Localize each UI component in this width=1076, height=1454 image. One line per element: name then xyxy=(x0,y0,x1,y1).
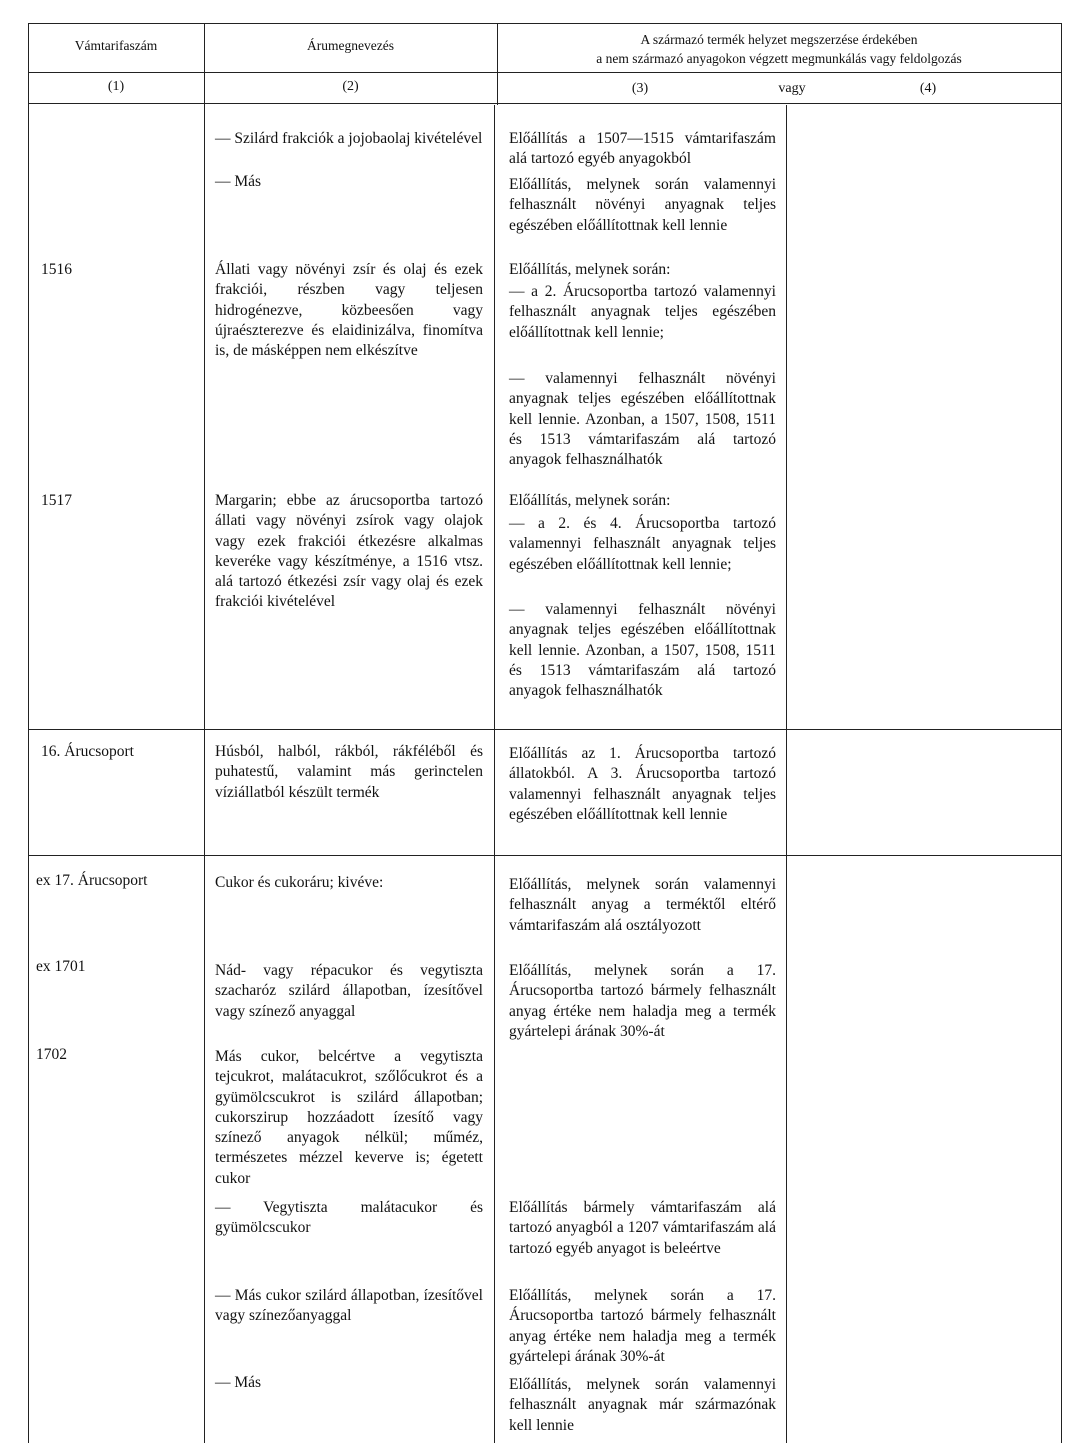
table-top-border xyxy=(28,23,1062,24)
header-processing-line2: a nem származó anyagokon végzett megmunkálás vagy feldolgozás xyxy=(596,51,962,66)
desc-ex-17-arucsoport: Cukor és cukoráru; kivéve: xyxy=(215,874,384,891)
desc-malatacukor: — Vegytiszta malátacukor és gyümölcscukor xyxy=(215,1199,483,1237)
column-divider xyxy=(204,23,205,1443)
desc-16-arucsoport: Húsból, halból, rákból, rákféléből és puhatestű, valamint más gerinctelen víziállatból készült termék xyxy=(215,743,483,801)
code-ex-1701: ex 1701 xyxy=(36,958,86,975)
row-divider xyxy=(28,855,1062,856)
rule-mas-final: Előállítás, melynek során valamennyi felhasznált anyagnak már származónak kell lennie xyxy=(509,1376,776,1434)
rule-1516-item-2: — valamennyi felhasznált növényi anyagnak teljes egészében előállítottnak kell lennie. Azonban, a 1507, 1508, 1511 és 1513 vámtarifaszám alá tartozó anyagok felhasználhatók xyxy=(509,370,776,469)
column-number-4: (4) xyxy=(919,81,937,96)
code-1517: 1517 xyxy=(41,492,72,509)
column-divider xyxy=(494,105,495,1443)
desc-mas-cukor: — Más cukor szilárd állapotban, ízesítővel vagy színezőanyaggal xyxy=(215,1287,483,1325)
table-right-border xyxy=(1061,23,1062,1443)
table-left-border xyxy=(28,23,29,1443)
header-arumegnevezes: Árumegnevezés xyxy=(307,38,394,53)
column-number-2: (2) xyxy=(342,79,359,94)
rule-1516-item-1: — a 2. Árucsoportba tartozó valamennyi felhasznált anyagnak teljes egészében előállítottnak kell lennie; xyxy=(509,283,776,341)
rule-mas-cukor: Előállítás, melynek során a 17. Árucsoportba tartozó bármely felhasznált anyag értéke nem haladja meg a termék gyártelepi árának 30%-át xyxy=(509,1287,776,1365)
rule-1517-item-2: — valamennyi felhasznált növényi anyagnak teljes egészében előállítottnak kell lennie. Azonban, a 1507, 1508, 1511 és 1513 vámtarifaszám alá tartozó anyagok felhasználhatók xyxy=(509,601,776,700)
desc-mas-final: — Más xyxy=(215,1374,262,1391)
desc-solid-fractions: — Szilárd frakciók a jojobaolaj kivételével xyxy=(215,130,483,147)
rule-1517-item-1: — a 2. és 4. Árucsoportba tartozó valamennyi felhasznált anyagnak teljes egészében előállítottnak kell lennie; xyxy=(509,515,776,573)
row-divider xyxy=(28,729,1062,730)
rule-1516-intro: Előállítás, melynek során: xyxy=(509,261,671,278)
column-number-1: (1) xyxy=(107,79,125,94)
desc-1702: Más cukor, belcértve a vegytiszta tejcukrot, malátacukrot, szőlőcukrot és a gyümölcscukrot is szilárd állapotban; cukorszirup hozzáadott ízesítő vagy színező anyagok nélkül; műméz, természetes mézzel keverve is; égetett cukor xyxy=(215,1048,483,1187)
desc-1517: Margarin; ebbe az árucsoportba tartozó állati vagy növényi zsírok vagy olajok vagy ezek frakciói étkezésre alkalmas keveréke vagy készítménye, a 1516 vtsz. alá tartozó étkezési zsír vagy olaj és ezek frakciói kivételével xyxy=(215,492,483,611)
code-ex-17-arucsoport: ex 17. Árucsoport xyxy=(36,872,148,889)
code-16-arucsoport: 16. Árucsoport xyxy=(41,743,134,760)
column-number-divider xyxy=(28,103,1062,104)
header-divider xyxy=(28,72,1062,73)
header-vamtarifaszam: Vámtarifaszám xyxy=(74,38,158,53)
code-1516: 1516 xyxy=(41,261,72,278)
header-processing-line1: A származó termék helyzet megszerzése érdekében xyxy=(640,32,918,47)
rule-solid-fractions: Előállítás a 1507—1515 vámtarifaszám alá tartozó egyéb anyagokból xyxy=(509,130,776,168)
desc-ex-1701: Nád- vagy répacukor és vegytiszta szacharóz szilárd állapotban, ízesítővel vagy színező anyaggal xyxy=(215,962,483,1020)
rule-malatacukor: Előállítás bármely vámtarifaszám alá tartozó anyagból a 1207 vámtarifaszám alá tartozó egyéb anyagot is beleértve xyxy=(509,1199,776,1257)
desc-mas: — Más xyxy=(215,173,262,190)
rule-mas: Előállítás, melynek során valamennyi felhasznált növényi anyagnak teljes egészében előállítottnak kell lennie xyxy=(509,176,776,234)
rule-1517-intro: Előállítás, melynek során: xyxy=(509,492,671,509)
column-divider xyxy=(786,105,787,1443)
rule-ex-17-arucsoport: Előállítás, melynek során valamennyi felhasznált anyag a terméktől eltérő vámtarifaszám alá osztályozott xyxy=(509,876,776,934)
desc-1516: Állati vagy növényi zsír és olaj és ezek frakciói, részben vagy teljesen hidrogénezve, közbeesően vagy újraészterezve és elaidinizálva, finomítva is, de másképpen nem elkészítve xyxy=(215,261,483,360)
code-1702: 1702 xyxy=(36,1046,67,1063)
rule-ex-1701: Előállítás, melynek során a 17. Árucsoportba tartozó bármely felhasznált anyag értéke nem haladja meg a termék gyártelepi árának 30%-át xyxy=(509,962,776,1040)
rule-16-arucsoport: Előállítás az 1. Árucsoportba tartozó állatokból. A 3. Árucsoportba tartozó valamennyi felhasznált anyagnak teljes egészében előállítottnak kell lennie xyxy=(509,745,776,823)
column-vagy: vagy xyxy=(778,81,806,96)
column-number-3: (3) xyxy=(631,81,649,96)
